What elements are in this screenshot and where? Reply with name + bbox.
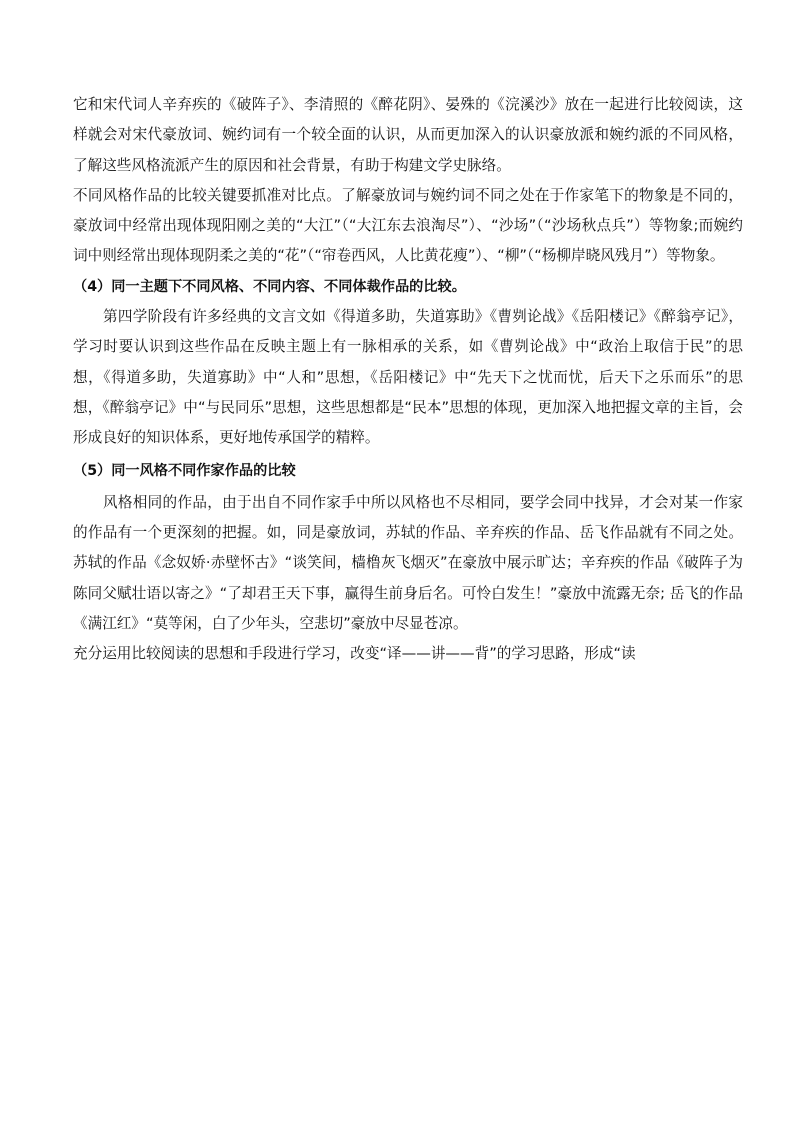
- paragraph-classical-texts: 第四学阶段有许多经典的文言文如《得道多助，失道寡助》《曹刿论战》《岳阳楼记》《醉翁亭记》，学习时要认识到这些作品在反映主题上有一脉相承的关系，如《曹刿论战》中“政治上取信于民”的思想，《得道多助，失道寡助》中“人和”思想，《岳阳楼记》中“先天下之忧而忧，后天下之乐而乐”的思想，《醉翁亭记》中“与民同乐”思想，这些思想都是“民本”思想的体现，更加深入地把握文章的主旨，会形成良好的知识体系，更好地传承国学的精粹。: [73, 308, 743, 447]
- paragraph-song-ci-comparison: 它和宋代词人辛弃疾的《破阵子》、李清照的《醉花阴》、晏殊的《浣溪沙》放在一起进行比较阅读，这样就会对宋代豪放词、婉约词有一个较全面的认识，从而更加深入的认识豪放派和婉约派的不同风格，了解这些风格流派产生的原因和社会背景，有助于构建文学史脉络。: [73, 96, 743, 174]
- document-page: [73, 90, 743, 670]
- paragraph-same-style-authors: 风格相同的作品，由于出自不同作家手中所以风格也不尽相同，要学会同中找异，才会对某一作家的作品有一个更深刻的把握。如，同是豪放词，苏轼的作品、辛弃疾的作品、岳飞作品就有不同之处。苏轼的作品《念奴娇·赤壁怀古》“谈笑间，樯橹灰飞烟灭”在豪放中展示旷达；辛弃疾的作品《破阵子为陈同父赋壮语以寄之》“了却君王天下事，赢得生前身后名。可怜白发生！”豪放中流露无奈; 岳飞的作品《满江红》“莫等闲，白了少年头，空悲切”豪放中尽显苍凉。: [73, 493, 743, 633]
- section-heading-4: （4）同一主题下不同风格、不同内容、不同体裁作品的比较。: [73, 278, 466, 295]
- paragraph-style-comparison: 不同风格作品的比较关键要抓准对比点。了解豪放词与婉约词不同之处在于作家笔下的物象是不同的，豪放词中经常出现体现阳刚之美的“大江”（“大江东去浪淘尽”）、“沙场”（“沙场秋点兵”）等物象;而婉约词中则经常出现体现阴柔之美的“花”（“帘卷西风，人比黄花瘦”）、“柳”（“杨柳岸晓风残月”）等物象。: [73, 186, 743, 265]
- paragraph-reading-method: 充分运用比较阅读的思想和手段进行学习，改变“译——讲——背”的学习思路，形成“读: [73, 645, 636, 663]
- section-heading-5: （5）同一风格不同作家作品的比较: [73, 462, 296, 479]
